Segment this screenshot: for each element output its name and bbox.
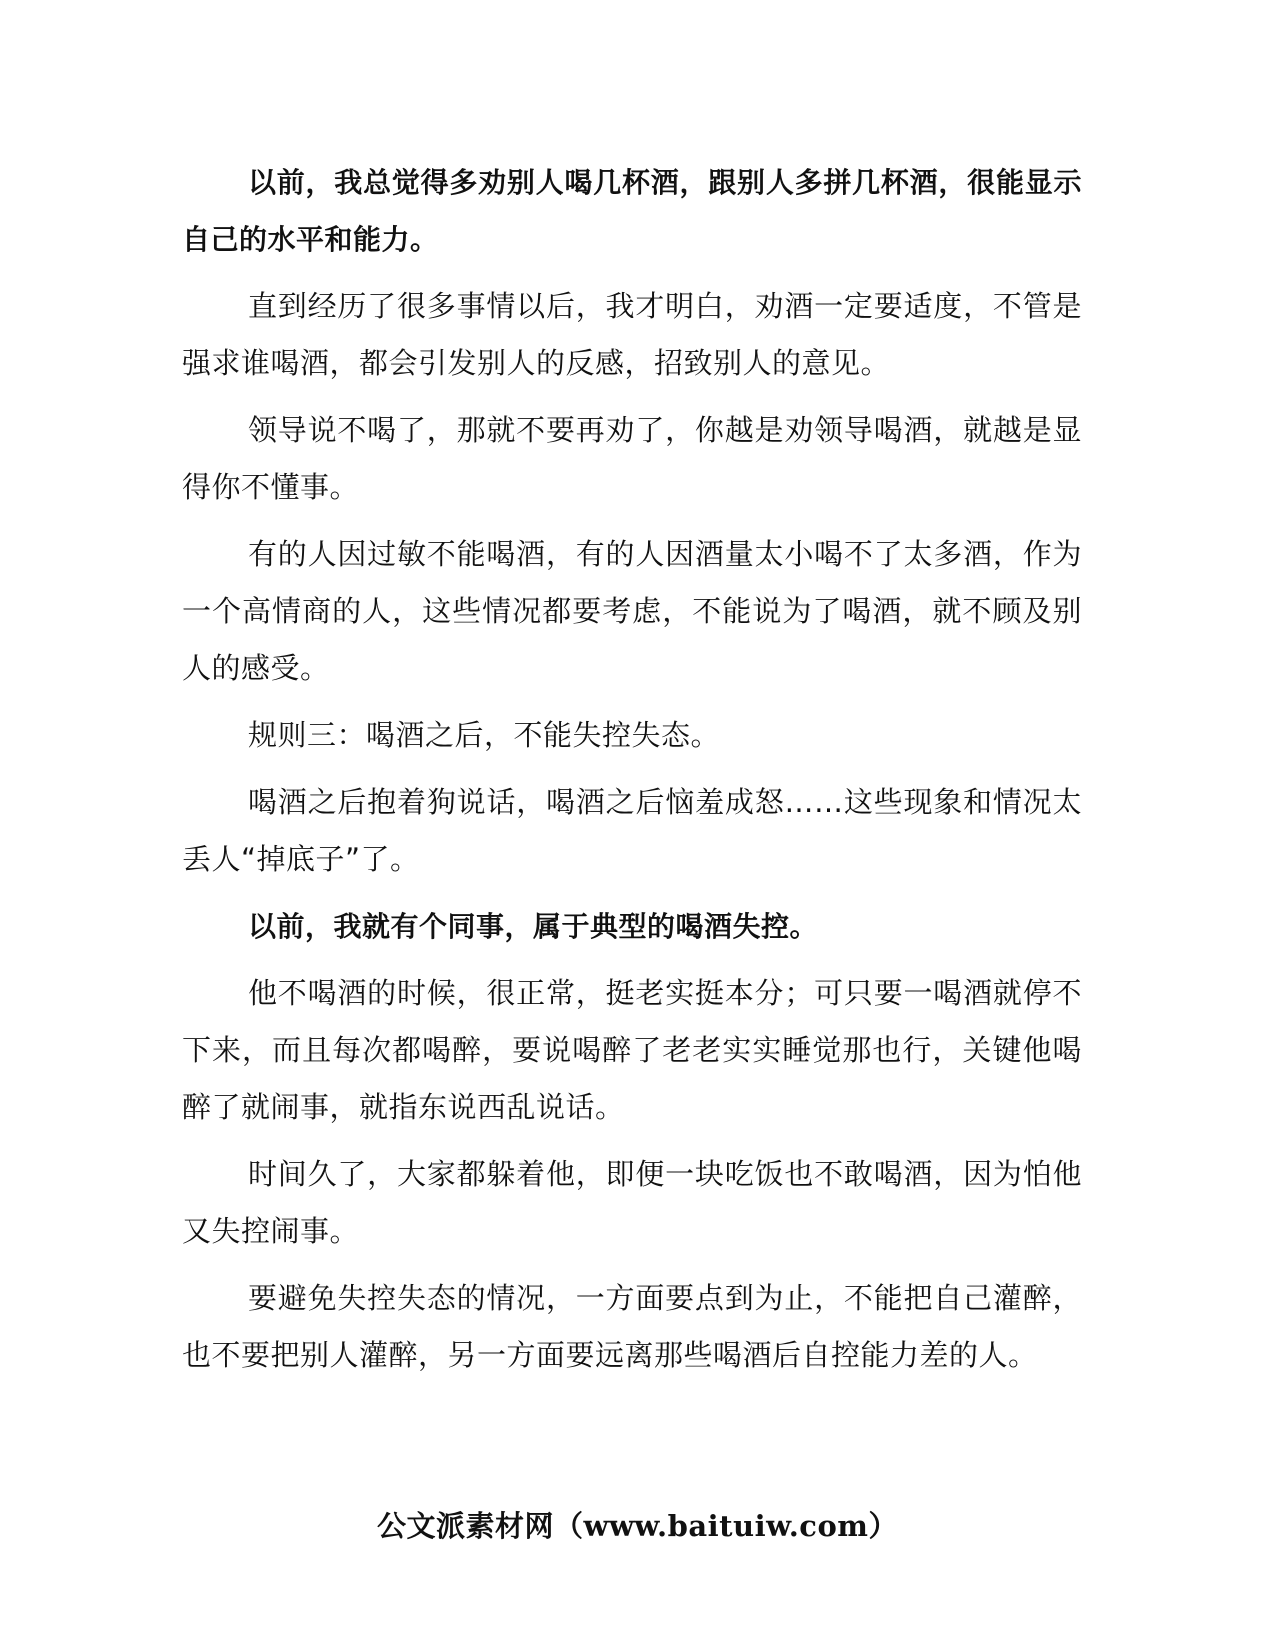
paragraph-4: 有的人因过敏不能喝酒，有的人因酒量太小喝不了太多酒，作为一个高情商的人，这些情况都要考虑，不能说为了喝酒，就不顾及别人的感受。 [182, 537, 1082, 685]
paragraph-8: 他不喝酒的时候，很正常，挺老实挺本分；可只要一喝酒就停不下来，而且每次都喝醉，要说喝醉了老老实实睡觉那也行，关键他喝醉了就闹事，就指东说西乱说话。 [182, 976, 1082, 1124]
paragraph-6: 喝酒之后抱着狗说话，喝酒之后恼羞成怒……这些现象和情况太丢人“掉底子”了。 [182, 785, 1082, 876]
footer-source: 公文派素材网（www.baituiw.com） [377, 1509, 898, 1543]
paragraph-9: 时间久了，大家都躲着他，即便一块吃饭也不敢喝酒，因为怕他又失控闹事。 [182, 1157, 1082, 1248]
paragraph-7: 以前，我就有个同事，属于典型的喝酒失控。 [248, 910, 819, 943]
document-body [182, 154, 1082, 1394]
paragraph-10: 要避免失控失态的情况，一方面要点到为止，不能把自己灌醉，也不要把别人灌醉，另一方面要远离那些喝酒后自控能力差的人。 [182, 1281, 1082, 1372]
paragraph-3: 领导说不喝了，那就不要再劝了，你越是劝领导喝酒，就越是显得你不懂事。 [182, 413, 1082, 504]
paragraph-2: 直到经历了很多事情以后，我才明白，劝酒一定要适度，不管是强求谁喝酒，都会引发别人的反感，招致别人的意见。 [182, 289, 1082, 380]
rule-heading: 规则三：喝酒之后，不能失控失态。 [248, 718, 721, 752]
paragraph-1: 以前，我总觉得多劝别人喝几杯酒，跟别人多拼几杯酒，很能显示自己的水平和能力。 [182, 166, 1082, 256]
